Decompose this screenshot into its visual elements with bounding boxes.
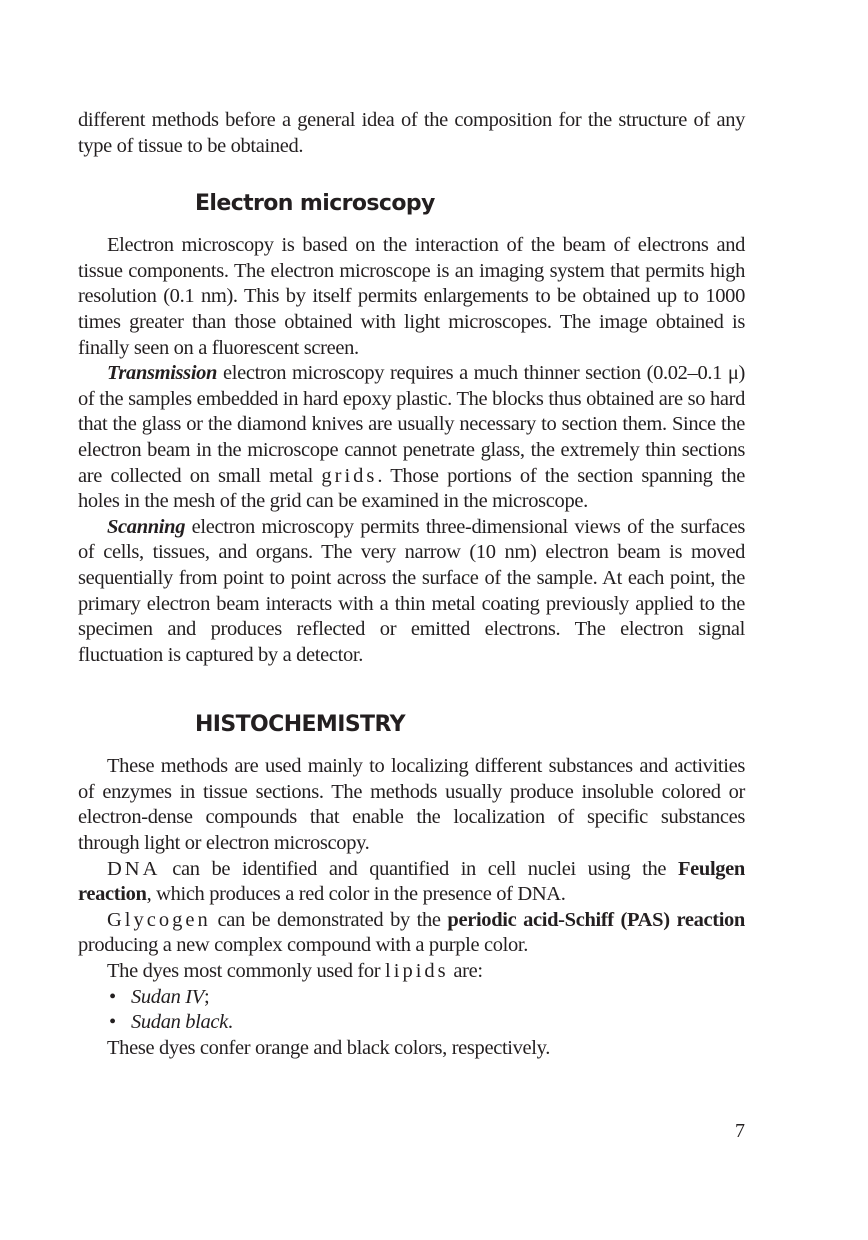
dna-text-b: , which produces a red color in the presence of DNA. [146,883,566,906]
transmission-text-a: electron microscopy requires a much thinner section (0.02–0.1 μ) of the samples embedded in hard epoxy plastic. The blocks thus obtained are so hard that the glass or the diamond knives are usually necessary to section them. Since the electron beam in the microscope cannot penetrate glass, the extremely thin sections are collected on small metal [78,362,745,487]
lipids-text-a: The dyes most commonly used for [107,960,386,983]
closing-sentence: These dyes confer orange and black colors, respectively. [107,1036,550,1059]
dye-list [78,985,745,1036]
lipids-paragraph [78,959,745,985]
transmission-term: Transmission [107,362,218,385]
lipids-term: lipids [385,960,449,983]
page-number: 7 [735,1120,745,1142]
dye-punct: . [227,1011,233,1034]
pas-reaction-term: periodic acid-Schiff (PAS) reaction [447,908,745,931]
transmission-text-b: . Those portions of the section spanning the holes in the mesh of the grid can be examined in the microscope. [78,464,746,513]
bullet-icon: • [109,1011,116,1034]
scanning-term: Scanning [107,515,186,538]
glycogen-text-a: can be demonstrated by the [210,908,448,931]
list-item [107,1010,745,1036]
glycogen-term: Glycogen [107,908,211,931]
dna-text-a: can be identified and quantified in cell nuclei using the [160,857,678,880]
book-page [78,108,745,1061]
dye-name: Sudan black [131,1011,228,1034]
lipids-text-b: are: [448,960,483,983]
glycogen-paragraph [78,908,745,959]
list-item [107,985,745,1011]
bullet-icon: • [109,985,116,1008]
grids-term: grids [321,464,378,487]
dye-name: Sudan IV [131,985,204,1008]
scanning-paragraph [78,515,745,669]
heading-histochemistry: HISTOCHEMISTRY [195,712,405,738]
feulgen-reaction-term: Feulgen reaction [78,857,745,906]
heading-electron-microscopy: Electron microscopy [195,191,435,217]
electron-paragraph-1: Electron microscopy is based on the interaction of the beam of electrons and tissue components. The electron microscope is an imaging system that permits high resolution (0.1 nm). This by itself permits enlargements to be obtained up to 1000 times greater than those obtained with light microscopes. The image obtained is finally seen on a fluorescent screen. [78,234,745,359]
transmission-paragraph [78,361,745,515]
histochemistry-paragraph-1: These methods are used mainly to localizing different substances and activities of enzymes in tissue sections. The methods usually produce insoluble colored or electron-dense compounds that enable the localization of specific substances through light or electron microscopy. [78,755,745,855]
glycogen-text-b: producing a new complex compound with a purple color. [78,934,528,957]
dna-paragraph [78,857,745,908]
dye-punct: ; [203,985,210,1008]
intro-paragraph: different methods before a general idea of the composition for the structure of any type of tissue to be obtained. [78,109,745,157]
dna-term: DNA [107,857,161,880]
scanning-text: electron microscopy permits three-dimensional views of the surfaces of cells, tissues, and organs. The very narrow (10 nm) electron beam is moved sequentially from point to point across the surface of the sample. At each point, the primary electron beam interacts with a thin metal coating previously applied to the specimen and produces reflected or emitted electrons. The electron signal fluctuation is captured by a detector. [78,515,745,666]
